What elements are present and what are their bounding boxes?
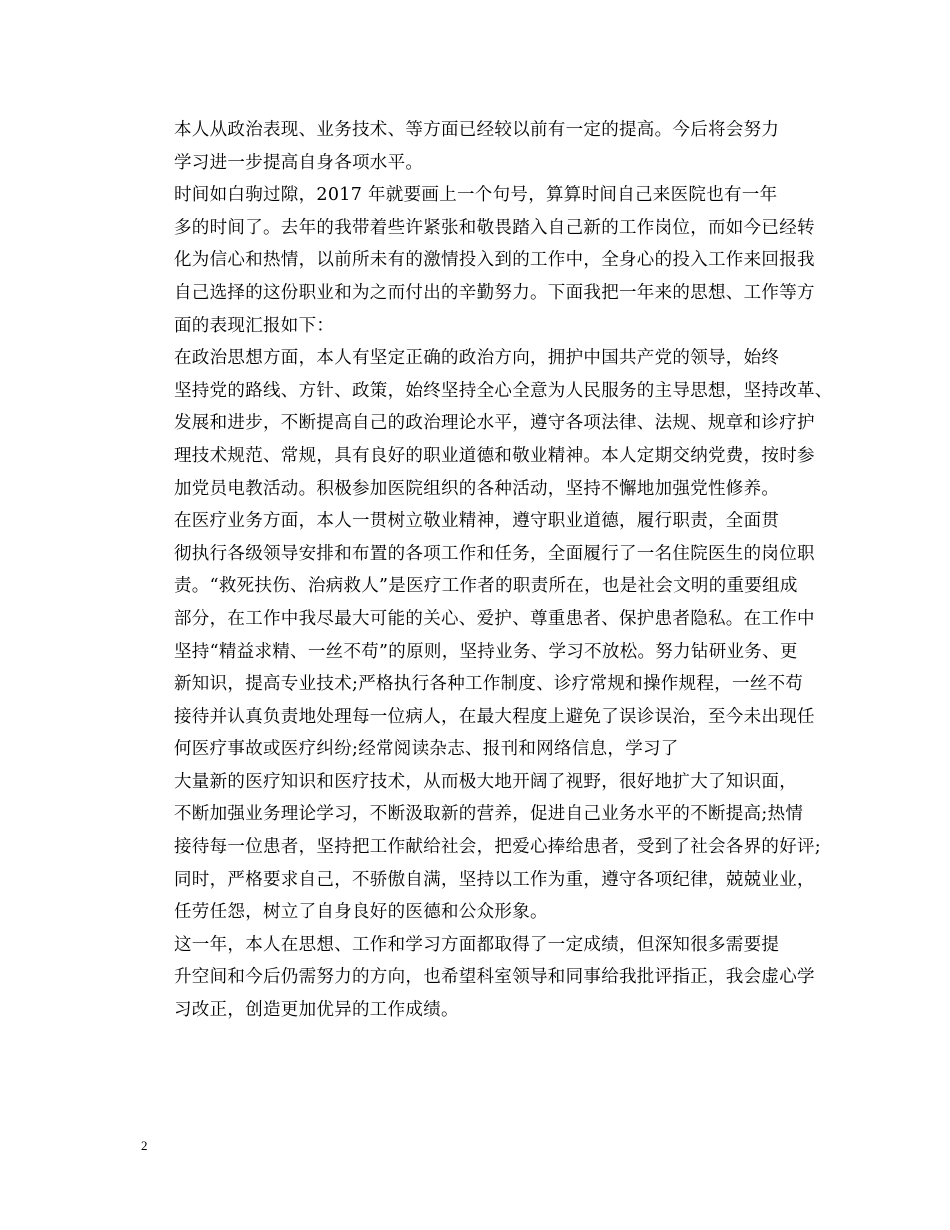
paragraph <box>137 342 833 505</box>
text-line: 部分，在工作中我尽最大可能的关心、爱护、尊重患者、保护患者隐私。在工作中 <box>174 608 815 629</box>
text-line: 理技术规范、常规，具有良好的职业道德和敬业精神。本人定期交纳党费，按时参 <box>174 445 815 466</box>
text-line: 何医疗事故或医疗纠纷;经常阅读杂志、报刊和网络信息，学习了 <box>174 739 679 760</box>
text-line: 彻执行各级领导安排和布置的各项工作和任务，全面履行了一名住院医生的岗位职 <box>174 543 815 564</box>
text-line: 在政治思想方面，本人有坚定正确的政治方向，拥护中国共产党的领导，始终 <box>174 348 780 369</box>
text-line: 习改正，创造更加优异的工作成绩。 <box>174 1000 459 1021</box>
text-line: 发展和进步，不断提高自己的政治理论水平，遵守各项法律、法规、规章和诊疗护 <box>174 413 815 434</box>
text-line: 不断加强业务理论学习，不断汲取新的营养，促进自己业务水平的不断提高;热情 <box>174 804 804 825</box>
paragraph <box>137 766 825 929</box>
paragraph <box>137 114 825 179</box>
paragraph <box>137 929 825 1027</box>
text-line: 坚持党的路线、方针、政策，始终坚持全心全意为人民服务的主导思想，坚持改革、 <box>174 380 833 401</box>
paragraph <box>137 505 825 766</box>
text-line: 坚持“精益求精、一丝不苟”的原则，坚持业务、学习不放松。努力钻研业务、更 <box>174 641 798 662</box>
text-line: 在医疗业务方面，本人一贯树立敬业精神，遵守职业道德，履行职责，全面贯 <box>174 511 780 532</box>
text-line: 面的表现汇报如下： <box>174 315 335 336</box>
text-line: 升空间和今后仍需努力的方向，也希望科室领导和同事给我批评指正，我会虚心学 <box>174 967 815 988</box>
text-line: 大量新的医疗知识和医疗技术，从而极大地开阔了视野，很好地扩大了知识面， <box>174 771 797 792</box>
document-body <box>137 114 833 1027</box>
text-line: 责。“救死扶伤、治病救人”是医疗工作者的职责所在，也是社会文明的重要组成 <box>174 576 798 597</box>
text-line: 自己选择的这份职业和为之而付出的辛勤努力。下面我把一年来的思想、工作等方 <box>174 282 815 303</box>
text-line: 多的时间了。去年的我带着些许紧张和敬畏踏入自己新的工作岗位，而如今已经转 <box>174 217 815 238</box>
paragraph <box>137 179 825 342</box>
text-line: 加党员电教活动。积极参加医院组织的各种活动，坚持不懈地加强党性修养。 <box>174 478 780 499</box>
text-line: 这一年，本人在思想、工作和学习方面都取得了一定成绩，但深知很多需要提 <box>174 934 780 955</box>
text-line: 学习进一步提高自身各项水平。 <box>174 152 424 173</box>
text-line: 任劳任怨，树立了自身良好的医德和公众形象。 <box>174 902 548 923</box>
text-line: 同时，严格要求自己，不骄傲自满，坚持以工作为重，遵守各项纪律，兢兢业业， <box>174 869 815 890</box>
text-line: 接待每一位患者，坚持把工作献给社会，把爱心捧给患者，受到了社会各界的好评; <box>174 837 821 858</box>
text-line: 时间如白驹过隙，2017 年就要画上一个句号，算算时间自己来医院也有一年 <box>174 185 778 206</box>
text-line: 新知识，提高专业技术;严格执行各种工作制度、诊疗常规和操作规程，一丝不苟 <box>174 674 804 695</box>
text-line: 化为信心和热情，以前所未有的激情投入到的工作中，全身心的投入工作来回报我 <box>174 250 815 271</box>
text-line: 本人从政治表现、业务技术、等方面已经较以前有一定的提高。今后将会努力 <box>174 120 780 140</box>
text-line: 接待并认真负责地处理每一位病人，在最大程度上避免了误诊误治，至今未出现任 <box>174 706 815 727</box>
page-number: 2 <box>141 1138 148 1153</box>
